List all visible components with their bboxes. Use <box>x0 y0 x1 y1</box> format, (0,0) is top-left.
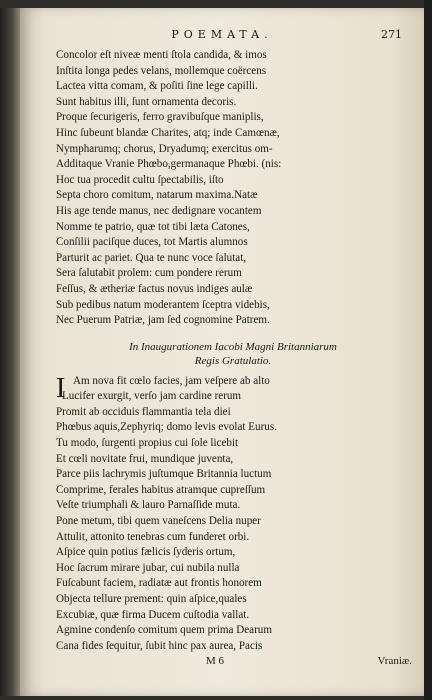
poem-line: Hoc ſacrum mirare jubar, cui nubila nulla <box>56 561 240 574</box>
poem-line: Inſtita longa pedes velans, mollemque coërcens <box>56 64 267 77</box>
poem-line: Conſilii paciſque duces, tot Martis alumnos <box>56 236 248 249</box>
catchword: Vraniæ. <box>377 655 412 668</box>
drop-cap: I <box>56 372 66 404</box>
poem-line: Sunt habitus illi, ſunt ornamenta decoris. <box>56 95 237 108</box>
poem-line: Tu modo, ſurgenti propius cui ſole licebit <box>56 437 239 450</box>
poem-line: Lactea vitta comam, & poſiti ſine lege capilli. <box>56 80 258 93</box>
poem-line: Nympharumq; chorus, Dryadumq; exercitus om- <box>56 142 273 155</box>
poem-line: Pone metum, tibi quem vaneſcens Delia nuper <box>56 515 261 528</box>
poem-line: Additaque Vranie Phœbo,germanaque Phœbi. (nis: <box>56 158 282 171</box>
poem-line: Attulit, attonito tenebras cum funderet orbi. <box>56 530 250 543</box>
poem-lines-top <box>56 48 410 329</box>
poem-line: Sub pedibus natum moderantem ſceptra videbis, <box>56 298 270 311</box>
poem-line: Excubiæ, quæ firma Ducem cuſtodia vallat. <box>56 608 250 621</box>
poem-line: Agmine condenſo comitum quem prima Dearum <box>56 624 272 637</box>
scan-edge <box>424 0 432 700</box>
poem-line: Nomme te patrio, quæ tot tibi læta Catones, <box>56 220 250 233</box>
section-title-line-1: In Inaugurationem Iacobi Magni Britanniarum <box>129 340 337 353</box>
poem-line: Phœbus aquis,Zephyriq; domo levis evolat Eurus. <box>56 421 277 434</box>
poem-line: Objecta tellure prement: quin aſpice,quales <box>56 593 247 605</box>
poem-line: Fuſcabunt faciem, radiatæ aut frontis honorem <box>56 577 262 590</box>
poem-line: Feſſus, & ætheriæ factus novus indiges aulæ <box>56 282 253 295</box>
poem-line: Parce piis lachrymis juſtumque Britannia luctum <box>56 468 272 481</box>
poem-lines-bottom <box>56 405 410 655</box>
poem-line: Hoc tua procedit cultu ſpectabilis, iſto <box>56 173 224 186</box>
poem-line: Septa choro comitum, natarum maxima.Natæ <box>56 189 258 202</box>
poem-line: Comprime, ferales habitus atramque cupreſſum <box>56 483 266 496</box>
poem-line: Parturit ac pariet. Qua te nunc voce ſalutat, <box>56 251 247 264</box>
poem-text <box>56 48 410 670</box>
poem-line: Hinc ſubeunt blandæ Charites, atq; inde Camœnæ, <box>56 126 280 139</box>
poem-line: Proque ſecurigeris, ferro gravibuſque maniplis, <box>56 111 264 124</box>
page-number: 271 <box>381 28 402 41</box>
poem-line: Aſpice quin potius fælicis ſyderis ortum, <box>56 546 236 559</box>
running-head: POEMATA. <box>171 28 273 41</box>
page <box>20 8 424 696</box>
poem-line: Lucifer exurgit, verſo jam cardine rerum <box>62 390 242 403</box>
poem-line: Nec Puerum Patriæ, jam ſed cognomine Patrem. <box>56 314 270 327</box>
signature-mark: M 6 <box>206 655 225 668</box>
drop-cap-block <box>56 374 410 405</box>
page-footer <box>56 654 410 670</box>
poem-line: His age tende manus, nec dedignare vocantem <box>56 204 262 217</box>
poem-line: Concolor eſt niveæ menti ſtola candida, & imos <box>56 49 267 61</box>
poem-line: Veſte triumphali & lauro Parnaſſide muta. <box>56 499 241 512</box>
poem-line: Promit ab occiduis flammantia tela diei <box>56 405 231 418</box>
poem-line: Sera ſalutabit prolem: cum pondere rerum <box>56 267 242 280</box>
book-gutter <box>0 8 20 696</box>
poem-line: Cana fides ſequitur, ſubit hinc pax aurea, Pacis <box>56 639 263 652</box>
poem-line: Et cœli novitate frui, mundique juventa, <box>56 452 234 465</box>
section-title-line-2: Regis Gratulatio. <box>194 354 272 367</box>
page-header <box>20 28 424 48</box>
poem-line: Am nova fit cœlo facies, jam veſpere ab alto <box>73 374 270 387</box>
